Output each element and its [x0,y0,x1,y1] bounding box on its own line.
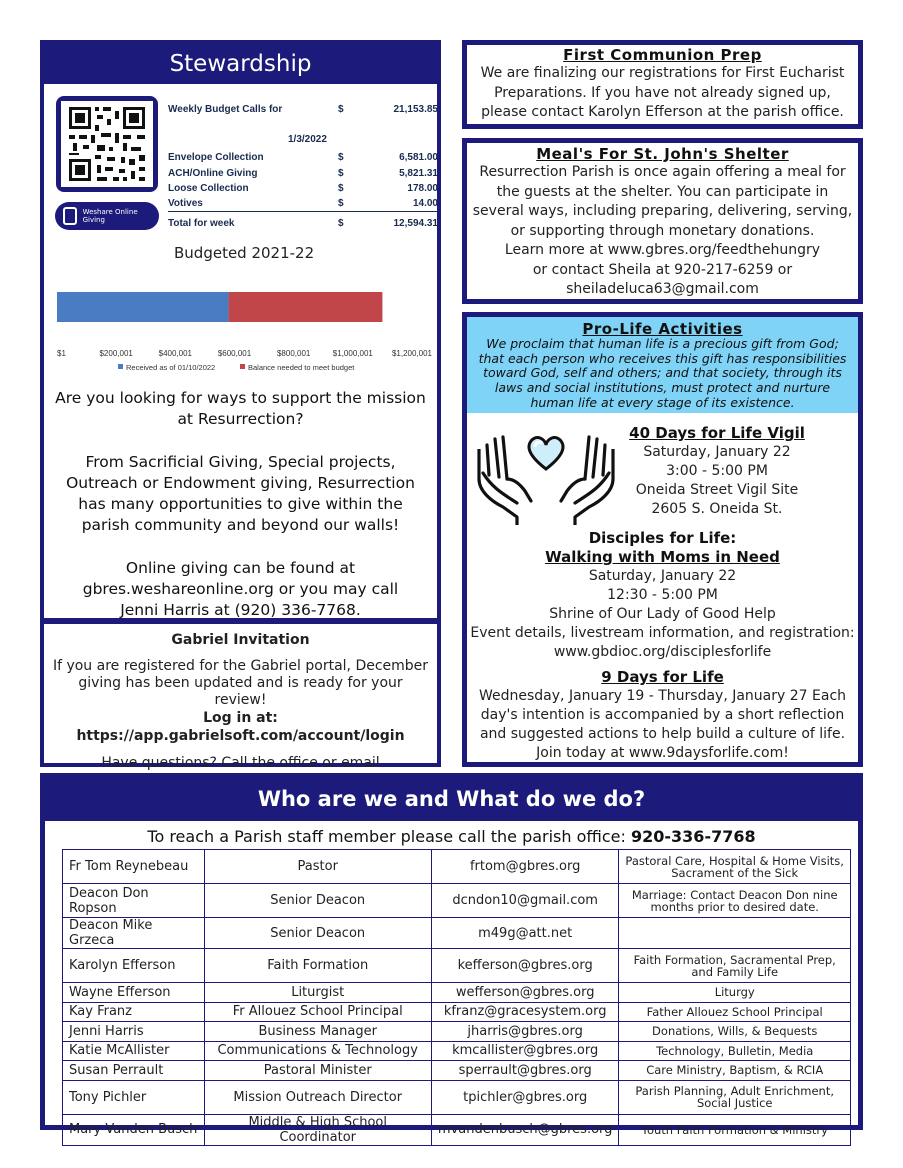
staff-role: Faith Formation [204,949,431,983]
ledger-total-label: Total for week [168,218,235,229]
staff-duties: Pastoral Care, Hospital & Home Visits, Sacrament of the Sick [619,850,851,884]
meals-title: Meal's For St. John's Shelter [536,145,789,163]
disciples-line: 12:30 - 5:00 PM [607,587,718,603]
nine-days-text: Wednesday, January 19 - Thursday, January 27 Each day's intention is accompanied by a short reflection and suggested actions to help build a culture of life. Join today at www.9daysforlife.com! [478,688,847,761]
phone-icon [63,207,77,225]
vigil-title: 40 Days for Life Vigil [629,424,805,442]
nine-days-event [467,667,858,763]
staff-duties: Father Allouez School Principal [619,1002,851,1022]
ledger-label: ACH/Online Giving [168,168,258,179]
first-communion-title: First Communion Prep [563,46,762,64]
bar-segment-received [57,292,229,322]
chart-title: Budgeted 2021-22 [174,244,315,262]
staff-email[interactable]: jharris@gbres.org [431,1022,619,1042]
staff-name: Jenni Harris [63,1022,205,1042]
parish-phone[interactable]: 920-336-7768 [631,827,756,846]
ledger-amount: 6,581.00 [399,152,438,163]
bar-segment-balance [229,292,383,322]
staff-name: Fr Tom Reynebeau [63,850,205,884]
ledger-currency: $ [338,168,344,179]
gabriel-login-link[interactable]: Log in at: https://app.gabrielsoft.com/account/login [76,710,405,744]
first-communion-panel [462,40,863,129]
qr-code-image [61,101,153,187]
prolife-title: Pro-Life Activities [582,320,743,338]
staff-role: Senior Deacon [204,884,431,918]
legend-swatch [118,364,123,369]
staff-name: Deacon Mike Grzeca [63,918,205,949]
ledger-row [168,183,438,197]
ledger-label: Loose Collection [168,183,249,194]
ledger-total-amount: 12,594.31 [393,218,438,229]
staff-name: Deacon Don Ropson [63,884,205,918]
staff-name: Wayne Efferson [63,983,205,1003]
vigil-event [617,423,817,519]
staff-name: Tony Pichler [63,1080,205,1114]
stewardship-paragraph-3: Online giving can be found at gbres.weshareonline.org or you may call Jenni Harris at (920) 336-7768. [82,559,399,619]
staff-table [62,849,851,1146]
staff-duties: Donations, Wills, & Bequests [619,1022,851,1042]
staff-role: Business Manager [204,1022,431,1042]
vigil-line: 2605 S. Oneida St. [651,501,783,517]
table-row [63,1041,851,1061]
ledger-currency: $ [338,198,344,209]
meals-email[interactable]: sheiladeluca63@gmail.com [566,281,759,297]
staff-role: Mission Outreach Director [204,1080,431,1114]
prolife-statement: We proclaim that human life is a precious gift from God; that each person who receives this gift has responsibilities toward God, self and others; and that society, through its laws and social institutions, must protect and nurture human life at every stage of its existence. [478,336,847,410]
staff-duties: Technology, Bulletin, Media [619,1041,851,1061]
disciples-title-2: Walking with Moms in Need [545,548,780,566]
stewardship-title: Stewardship [44,44,437,84]
ledger-row [168,168,438,182]
staff-duties [619,918,851,949]
meals-text: Resurrection Parish is once again offering a meal for the guests at the shelter. You can participate in several ways, including preparing, delivering, serving, or supporting through monetary donations. [472,164,853,239]
table-row [63,1022,851,1042]
ledger-label: Votives [168,198,203,209]
staff-role: Middle & High School Coordinator [204,1114,431,1145]
x-tick-label: $400,001 [158,349,193,358]
disciples-line: Saturday, January 22 [588,568,737,584]
table-row [63,949,851,983]
staff-duties: Marriage: Contact Deacon Don nine months prior to desired date. [619,884,851,918]
gabriel-invitation-panel [40,620,441,771]
vigil-line: Oneida Street Vigil Site [635,482,799,498]
staff-name: Katie McAllister [63,1041,205,1061]
nine-days-title: 9 Days for Life [601,668,724,686]
meals-learn-more[interactable]: Learn more at www.gbres.org/feedthehungry [504,242,821,258]
staff-name: Mary Vanden Busch [63,1114,205,1145]
staff-email[interactable]: kefferson@gbres.org [431,949,619,983]
ledger-amount: 178.00 [407,183,438,194]
disciples-line: Event details, livestream information, and registration: [470,625,855,641]
staff-email[interactable]: m49g@att.net [431,918,619,949]
vigil-line: Saturday, January 22 [643,444,791,460]
stewardship-paragraph-2: From Sacrificial Giving, Special projects, Outreach or Endowment giving, Resurrection has many opportunities to give within the parish community and beyond our walls! [66,453,415,534]
ledger-amount: 14.00 [412,198,438,209]
table-row [63,1061,851,1081]
table-row [63,918,851,949]
x-tick-label: $800,001 [276,349,311,358]
staff-email[interactable]: mvandenbusch@gbres.org [431,1114,619,1145]
legend-label: Received as of 01/10/2022 [126,363,216,372]
staff-email[interactable]: tpichler@gbres.org [431,1080,619,1114]
x-tick-label: $1 [57,349,66,358]
ledger-currency: $ [338,152,344,163]
staff-name: Kay Franz [63,1002,205,1022]
budget-chart [54,274,434,384]
disciples-link[interactable]: www.gbdioc.org/disciplesforlife [553,644,772,660]
ledger-date-row [168,134,438,148]
staff-role: Senior Deacon [204,918,431,949]
staff-duties: Parish Planning, Adult Enrichment, Social Justice [619,1080,851,1114]
ledger-row [168,152,438,166]
staff-duties: Youth Faith Formation & Ministry [619,1114,851,1145]
ledger-amount: 21,153.85 [393,104,438,115]
staff-directory-subtitle [45,827,858,846]
staff-email[interactable]: frtom@gbres.org [431,850,619,884]
table-row [63,884,851,918]
ledger-label: Envelope Collection [168,152,264,163]
x-tick-label: $600,001 [217,349,252,358]
x-tick-label: $1,000,001 [332,349,373,358]
staff-email[interactable]: kmcallister@gbres.org [431,1041,619,1061]
ledger-currency: $ [338,104,344,115]
staff-directory-title: Who are we and What do we do? [45,778,858,821]
meals-contact: or contact Sheila at 920-217-6259 or [532,261,793,278]
table-row [63,1114,851,1145]
budget-chart-svg [54,274,434,384]
disciples-title-1: Disciples for Life: [588,529,737,547]
ledger-row [168,198,438,212]
ledger-budget-row [168,104,438,118]
weshare-badge[interactable] [55,202,159,230]
ledger-label: Weekly Budget Calls for [168,104,283,115]
ledger-total-row [168,218,438,232]
staff-role: Pastoral Minister [204,1061,431,1081]
staff-email[interactable]: wefferson@gbres.org [431,983,619,1003]
ledger-date: 1/3/2022 [288,134,327,145]
weshare-badge-label: Weshare Online Giving [82,208,138,224]
prolife-panel [462,312,863,767]
table-row [63,850,851,884]
gabriel-line-2: Have questions? Call the office or email [101,755,380,771]
prolife-header [467,317,858,413]
staff-name: Susan Perrault [63,1061,205,1081]
gabriel-title: Gabriel Invitation [171,632,310,648]
staff-email[interactable]: kfranz@gracesystem.org [431,1002,619,1022]
subtitle-text: To reach a Parish staff member please call the parish office: [147,827,631,846]
stewardship-paragraph-1: Are you looking for ways to support the mission at Resurrection? [55,389,426,428]
legend-swatch [240,364,245,369]
staff-role: Fr Allouez School Principal [204,1002,431,1022]
meals-panel [462,138,863,304]
staff-role: Communications & Technology [204,1041,431,1061]
legend-label: Balance needed to meet budget [248,363,355,372]
disciples-event [467,529,858,662]
ledger-currency: $ [338,218,344,229]
vigil-line: 3:00 - 5:00 PM [666,463,768,479]
staff-email[interactable]: sperrault@gbres.org [431,1061,619,1081]
first-communion-text: We are finalizing our registrations for First Eucharist Preparations. If you have not already signed up, please contact Karolyn Efferson at the parish office. [480,65,845,120]
gabriel-line-1: If you are registered for the Gabriel portal, December giving has been updated and is ready for your review! [52,658,429,708]
table-row [63,983,851,1003]
staff-role: Pastor [204,850,431,884]
table-row [63,1080,851,1114]
staff-role: Liturgist [204,983,431,1003]
disciples-line: Shrine of Our Lady of Good Help [549,606,776,622]
staff-duties: Liturgy [619,983,851,1003]
qr-code[interactable] [56,96,158,192]
x-tick-label: $1,200,001 [391,349,433,358]
stewardship-panel [40,40,441,622]
staff-duties: Faith Formation, Sacramental Prep, and Family Life [619,949,851,983]
ledger-amount: 5,821.31 [399,168,438,179]
ledger-currency: $ [338,183,344,194]
table-row [63,1002,851,1022]
staff-email[interactable]: dcndon10@gmail.com [431,884,619,918]
staff-duties: Care Ministry, Baptism, & RCIA [619,1061,851,1081]
staff-name: Karolyn Efferson [63,949,205,983]
hands-heart-icon [473,429,619,527]
staff-directory-panel [40,773,863,1145]
x-tick-label: $200,001 [99,349,133,358]
